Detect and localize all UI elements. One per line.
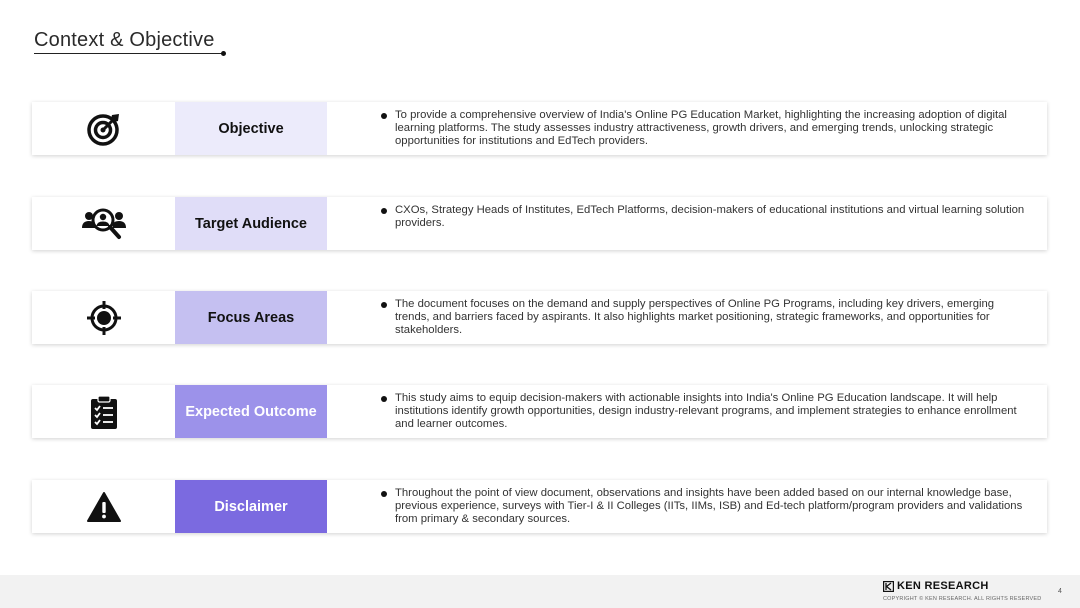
brand-name: KEN RESEARCH bbox=[897, 580, 989, 592]
row-objective bbox=[32, 102, 1047, 155]
row-icon-cell bbox=[32, 102, 175, 155]
row-description bbox=[327, 291, 1047, 344]
row-label: Target Audience bbox=[175, 197, 327, 250]
bullet-dot bbox=[381, 208, 387, 214]
title-underline-dot bbox=[221, 51, 226, 56]
page-title: Context & Objective bbox=[34, 29, 215, 51]
row-label: Focus Areas bbox=[175, 291, 327, 344]
brand-logo bbox=[883, 580, 989, 592]
row-icon-cell bbox=[32, 291, 175, 344]
row-disclaimer bbox=[32, 480, 1047, 533]
title-underline bbox=[34, 53, 224, 54]
row-description-text: The document focuses on the demand and supply perspectives of Online PG Programs, including key drivers, emerging trends, and barriers faced by aspirants. It also highlights market positioning, strategic frameworks, and opportunities for stakeholders. bbox=[395, 298, 995, 337]
row-icon-cell bbox=[32, 197, 175, 250]
bullet-dot bbox=[381, 396, 387, 402]
clipboard-check-icon bbox=[89, 394, 119, 430]
target-arrow-icon bbox=[86, 111, 122, 147]
row-target-audience bbox=[32, 197, 1047, 250]
bullet-dot bbox=[381, 491, 387, 497]
row-focus-areas bbox=[32, 291, 1047, 344]
page-number: 4 bbox=[1058, 588, 1062, 595]
bullet-dot bbox=[381, 302, 387, 308]
row-description bbox=[327, 102, 1047, 155]
row-label: Expected Outcome bbox=[175, 385, 327, 438]
audience-search-icon bbox=[81, 206, 127, 242]
row-description-text: This study aims to equip decision-makers with actionable insights into India's Online PG Education landscape. It will help institutions identify growth opportunities, design industry-relevant programs, and implement strategies to enhance enrollment and learner outcomes. bbox=[395, 392, 1017, 431]
row-description-text: To provide a comprehensive overview of India's Online PG Education Market, highlighting the increasing adoption of digital learning platforms. The study assesses industry attractiveness, growth drivers, and emerging trends, unlocking strategic opportunities for institutions and EdTech providers. bbox=[395, 109, 1007, 148]
copyright-text: COPYRIGHT © KEN RESEARCH. ALL RIGHTS RESERVED bbox=[883, 596, 1042, 602]
row-description bbox=[327, 480, 1047, 533]
row-description-text: Throughout the point of view document, observations and insights have been added based on our internal knowledge base, previous experience, surveys with Tier-I & II Colleges (IITs, IIMs, ISB) and Ed-tech platform/program providers and validations from primary & secondary sources. bbox=[395, 487, 1023, 526]
row-expected-outcome bbox=[32, 385, 1047, 438]
crosshair-icon bbox=[86, 300, 122, 336]
row-icon-cell bbox=[32, 385, 175, 438]
bullet-dot bbox=[381, 113, 387, 119]
ken-logo-icon bbox=[883, 581, 894, 592]
warning-icon bbox=[87, 491, 121, 523]
row-description-text: CXOs, Strategy Heads of Institutes, EdTech Platforms, decision-makers of educational institutions and virtual learning solution providers. bbox=[395, 204, 1025, 230]
row-label: Objective bbox=[175, 102, 327, 155]
row-icon-cell bbox=[32, 480, 175, 533]
row-description bbox=[327, 197, 1047, 250]
row-label: Disclaimer bbox=[175, 480, 327, 533]
row-description bbox=[327, 385, 1047, 438]
